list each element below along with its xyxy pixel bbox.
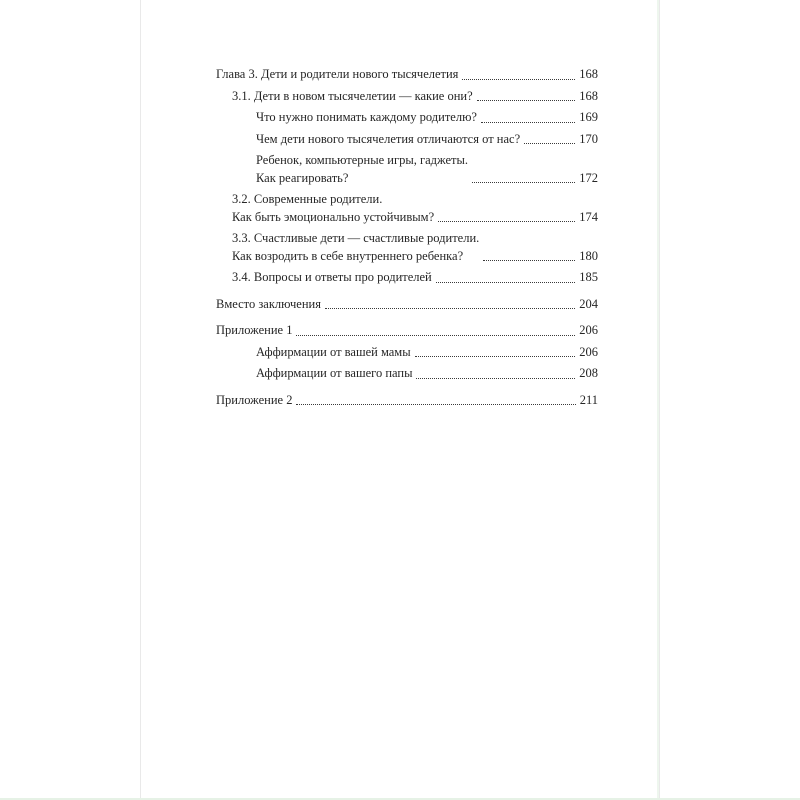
toc-page-number: 204 [579, 296, 598, 311]
toc-page-number: 206 [579, 344, 598, 359]
toc-page-number: 206 [579, 323, 598, 337]
toc-entry-title [232, 191, 434, 226]
toc-page-number: 169 [579, 110, 598, 124]
toc-entry-title: Чем дети нового тысячелетия отличаются от нас? [256, 131, 521, 146]
toc-entry-conclusion [216, 296, 598, 314]
dot-leader [296, 404, 575, 405]
toc-entry-3-2 [216, 191, 598, 226]
toc-entry-gadgets [216, 152, 598, 187]
dot-leader [415, 356, 576, 357]
dot-leader [472, 182, 575, 183]
toc-entry-every-parent [216, 109, 598, 127]
toc-entry-title: Приложение 1 [216, 323, 293, 337]
toc-entry-title [256, 152, 468, 187]
toc-entry-title: Что нужно понимать каждому родителю? [256, 110, 477, 124]
dot-leader [296, 335, 575, 336]
page-edge [657, 0, 659, 800]
toc-page-number: 185 [579, 270, 598, 284]
dot-leader [524, 143, 575, 144]
toc-entry-title: 3.1. Дети в новом тысячелетии — какие они? [232, 88, 473, 103]
toc-entry-3-3 [216, 230, 598, 265]
dot-leader [416, 378, 575, 379]
toc-page-number: 168 [579, 67, 598, 81]
table-of-contents [216, 66, 598, 409]
toc-entry-appendix-1 [216, 322, 598, 340]
toc-entry-line: Как реагировать? [256, 170, 349, 185]
toc-page-number: 211 [579, 392, 598, 407]
toc-page-number: 208 [579, 366, 598, 380]
toc-entry-line: 3.2. Современные родители. [232, 192, 383, 206]
toc-entry-line: Как возродить в себе внутреннего ребенка? [232, 248, 464, 263]
toc-entry-title: Приложение 2 [216, 392, 293, 407]
toc-entry-mom-affirmations [216, 344, 598, 362]
toc-entry-appendix-2 [216, 392, 598, 410]
toc-page-number: 170 [579, 131, 598, 146]
dot-leader [483, 260, 575, 261]
dot-leader [477, 100, 576, 101]
toc-entry-dad-affirmations [216, 365, 598, 383]
toc-entry-title [232, 230, 479, 265]
toc-entry-differences [216, 131, 598, 149]
dot-leader [325, 308, 575, 309]
toc-page-number: 174 [579, 209, 598, 224]
toc-entry-line: Как быть эмоционально устойчивым? [232, 209, 435, 224]
toc-entry-line: 3.3. Счастливые дети — счастливые родители. [232, 231, 480, 245]
toc-page-number: 180 [579, 248, 598, 263]
toc-entry-title: Глава 3. Дети и родители нового тысячелетия [216, 67, 459, 81]
toc-entry-3-4 [216, 269, 598, 287]
toc-entry-title: Аффирмации от вашего папы [256, 366, 413, 380]
toc-entry-3-1 [216, 88, 598, 106]
toc-entry-chapter-3 [216, 66, 598, 84]
toc-entry-title: Аффирмации от вашей мамы [256, 344, 411, 359]
toc-entry-title: Вместо заключения [216, 296, 321, 311]
toc-page-number: 172 [579, 170, 598, 185]
dot-leader [436, 282, 576, 283]
dot-leader [438, 221, 575, 222]
toc-page-number: 168 [579, 88, 598, 103]
dot-leader [481, 122, 575, 123]
dot-leader [462, 79, 575, 80]
toc-entry-line: Ребенок, компьютерные игры, гаджеты. [256, 153, 469, 167]
toc-entry-title: 3.4. Вопросы и ответы про родителей [232, 270, 432, 284]
